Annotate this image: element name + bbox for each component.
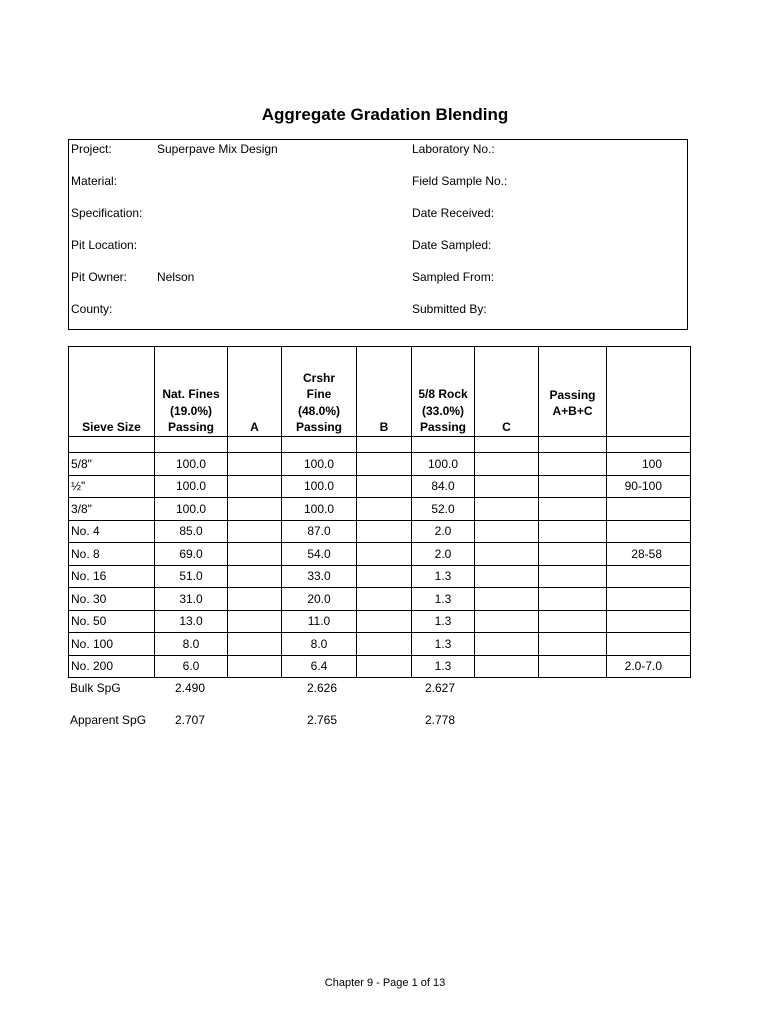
b-cell (357, 655, 412, 678)
a-header: A (228, 347, 282, 437)
a-cell (228, 475, 282, 498)
nat-fines-cell: 51.0 (155, 565, 228, 588)
b-cell (357, 453, 412, 476)
rock-cell: 100.0 (412, 453, 475, 476)
nat-fines-cell: 6.0 (155, 655, 228, 678)
crshr-fine-cell: 100.0 (282, 453, 357, 476)
spec-cell: 2.0-7.0 (607, 655, 691, 678)
rock-cell: 2.0 (412, 543, 475, 566)
rock-header: 5/8 Rock (33.0%) Passing (412, 347, 475, 437)
table-row (69, 565, 691, 588)
c-cell (475, 610, 539, 633)
spec-cell: 28-58 (607, 543, 691, 566)
document-title: Aggregate Gradation Blending (261, 105, 509, 124)
field-sample-no-label: Field Sample No.: (412, 174, 508, 188)
crshr-fine-cell: 11.0 (282, 610, 357, 633)
passing-cell (539, 565, 607, 588)
crshr-fine-cell: 33.0 (282, 565, 357, 588)
crshr-fine-cell: 54.0 (282, 543, 357, 566)
rock-cell: 1.3 (412, 588, 475, 611)
nat-fines-cell: 31.0 (155, 588, 228, 611)
apparent-spg-rock: 2.778 (425, 713, 456, 727)
a-cell (228, 565, 282, 588)
nat-fines-cell: 100.0 (155, 475, 228, 498)
crshr-fine-cell: 20.0 (282, 588, 357, 611)
nat-fines-cell: 69.0 (155, 543, 228, 566)
page-footer: Chapter 9 - Page 1 of 13 (324, 977, 446, 989)
passing-cell (539, 520, 607, 543)
nat-fines-cell: 100.0 (155, 453, 228, 476)
a-cell (228, 543, 282, 566)
c-cell (475, 520, 539, 543)
spec-cell (607, 565, 691, 588)
gradation-rows (69, 453, 691, 678)
nat-fines-cell: 13.0 (155, 610, 228, 633)
sieve-size-cell: No. 100 (69, 633, 155, 656)
material-label: Material: (71, 174, 118, 188)
passing-cell (539, 498, 607, 521)
project-label: Project: (71, 142, 112, 156)
crshr-fine-cell: 87.0 (282, 520, 357, 543)
table-row (69, 475, 691, 498)
crshr-fine-cell: 8.0 (282, 633, 357, 656)
pit-owner-value: Nelson (157, 270, 195, 284)
nat-fines-cell: 85.0 (155, 520, 228, 543)
laboratory-no-label: Laboratory No.: (412, 142, 495, 156)
table-row (69, 543, 691, 566)
date-received-label: Date Received: (412, 206, 495, 220)
b-cell (357, 498, 412, 521)
apparent-spg-nat-fines: 2.707 (175, 713, 206, 727)
nat-fines-cell: 100.0 (155, 498, 228, 521)
crshr-fine-cell: 100.0 (282, 498, 357, 521)
table-row (69, 610, 691, 633)
table-row (69, 633, 691, 656)
table-row (69, 588, 691, 611)
b-cell (357, 565, 412, 588)
nat-fines-cell: 8.0 (155, 633, 228, 656)
table-row (69, 655, 691, 678)
bulk-spg-nat-fines: 2.490 (175, 681, 206, 695)
rock-cell: 2.0 (412, 520, 475, 543)
gradation-table (68, 346, 691, 678)
rock-cell: 1.3 (412, 633, 475, 656)
spec-cell: 90-100 (607, 475, 691, 498)
c-cell (475, 498, 539, 521)
passing-cell (539, 543, 607, 566)
sieve-size-cell: 3/8" (69, 498, 155, 521)
passing-cell (539, 588, 607, 611)
c-cell (475, 565, 539, 588)
table-row (69, 453, 691, 476)
crshr-fine-cell: 100.0 (282, 475, 357, 498)
a-cell (228, 633, 282, 656)
spec-cell (607, 498, 691, 521)
rock-cell: 1.3 (412, 610, 475, 633)
sampled-from-label: Sampled From: (412, 270, 495, 284)
spec-cell (607, 610, 691, 633)
date-sampled-label: Date Sampled: (412, 238, 492, 252)
c-cell (475, 633, 539, 656)
spec-cell (607, 520, 691, 543)
a-cell (228, 498, 282, 521)
rock-cell: 1.3 (412, 565, 475, 588)
sieve-size-cell: No. 8 (69, 543, 155, 566)
bulk-spg-rock: 2.627 (425, 681, 456, 695)
b-cell (357, 520, 412, 543)
c-header: C (475, 347, 539, 437)
nat-fines-header: Nat. Fines (19.0%) Passing (155, 347, 228, 437)
apparent-spg-label: Apparent SpG (70, 713, 147, 727)
spec-header (607, 347, 691, 437)
bulk-spg-crshr-fine: 2.626 (307, 681, 338, 695)
c-cell (475, 543, 539, 566)
c-cell (475, 655, 539, 678)
passing-cell (539, 453, 607, 476)
crshr-fine-header: Crshr Fine (48.0%) Passing (282, 347, 357, 437)
pit-owner-label: Pit Owner: (71, 270, 128, 284)
b-cell (357, 475, 412, 498)
table-row (69, 498, 691, 521)
c-cell (475, 453, 539, 476)
rock-cell: 1.3 (412, 655, 475, 678)
a-cell (228, 520, 282, 543)
project-value: Superpave Mix Design (157, 142, 278, 156)
table-spacer-row (69, 437, 691, 453)
pit-location-label: Pit Location: (71, 238, 138, 252)
county-label: County: (71, 302, 113, 316)
project-info-box (68, 139, 688, 330)
sieve-size-cell: No. 200 (69, 655, 155, 678)
bulk-spg-label: Bulk SpG (70, 681, 121, 695)
rock-cell: 52.0 (412, 498, 475, 521)
c-cell (475, 475, 539, 498)
b-cell (357, 543, 412, 566)
b-cell (357, 588, 412, 611)
table-row (69, 520, 691, 543)
submitted-by-label: Submitted By: (412, 302, 487, 316)
spec-cell (607, 633, 691, 656)
b-header: B (357, 347, 412, 437)
passing-cell (539, 633, 607, 656)
rock-cell: 84.0 (412, 475, 475, 498)
b-cell (357, 610, 412, 633)
passing-cell (539, 475, 607, 498)
crshr-fine-cell: 6.4 (282, 655, 357, 678)
sieve-size-cell: No. 30 (69, 588, 155, 611)
passing-cell (539, 655, 607, 678)
sieve-size-cell: No. 16 (69, 565, 155, 588)
a-cell (228, 610, 282, 633)
specification-label: Specification: (71, 206, 143, 220)
sieve-size-cell: 5/8" (69, 453, 155, 476)
passing-header: Passing A+B+C (539, 347, 607, 437)
sieve-size-cell: ½" (69, 475, 155, 498)
b-cell (357, 633, 412, 656)
table-header-row (69, 347, 691, 437)
c-cell (475, 588, 539, 611)
a-cell (228, 655, 282, 678)
sieve-size-cell: No. 50 (69, 610, 155, 633)
passing-cell (539, 610, 607, 633)
a-cell (228, 453, 282, 476)
apparent-spg-crshr-fine: 2.765 (307, 713, 338, 727)
sieve-size-cell: No. 4 (69, 520, 155, 543)
a-cell (228, 588, 282, 611)
spec-cell: 100 (607, 453, 691, 476)
sieve-size-header: Sieve Size (69, 347, 155, 437)
spec-cell (607, 588, 691, 611)
